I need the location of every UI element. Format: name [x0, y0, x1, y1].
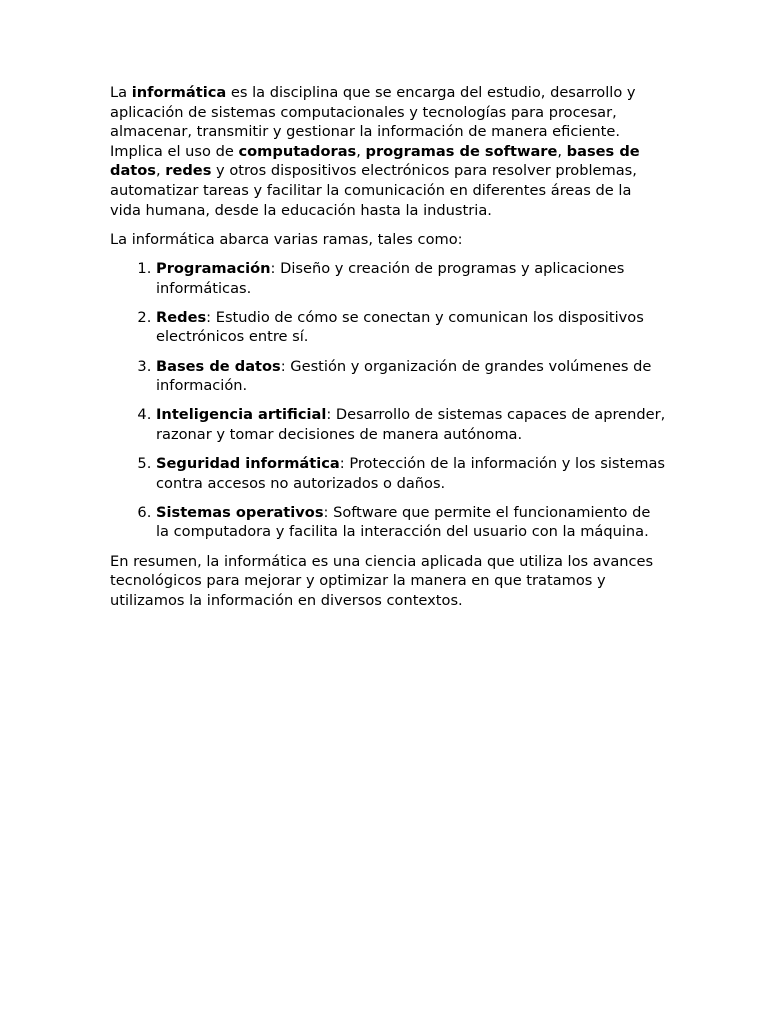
list-item-desc: : Software que permite el funcionamiento de la computadora y facilita la interacción del usuario con la máquina.: [156, 503, 651, 541]
list-item: [156, 454, 666, 493]
list-item-desc: : Protección de la información y los sistemas contra accesos no autorizados o daños.: [156, 455, 666, 492]
intro-text-5: ,: [155, 162, 166, 180]
intro-text-1: La: [110, 84, 132, 101]
branches-intro: La informática abarca varias ramas, tales como:: [110, 230, 463, 248]
intro-bold-informatica: informática: [131, 84, 227, 101]
intro-bold-bases-datos: bases de datos: [110, 142, 640, 180]
list-item: [156, 308, 666, 347]
list-item-term: Sistemas operativos: [156, 503, 324, 521]
list-item: [156, 259, 666, 298]
intro-paragraph: [110, 83, 666, 220]
list-item-term: Seguridad informática: [156, 455, 340, 473]
intro-bold-programas: programas de software: [365, 142, 558, 160]
list-item: [156, 405, 666, 444]
list-item-term: Inteligencia artificial: [156, 406, 327, 424]
list-item-term: Programación: [156, 259, 271, 277]
conclusion-paragraph: En resumen, la informática es una ciencia aplicada que utiliza los avances tecnológicos para mejorar y optimizar la manera en que tratamos y utilizamos la información en diversos contextos.: [110, 552, 654, 609]
list-item: [156, 503, 666, 542]
list-item-desc: : Estudio de cómo se conectan y comunican los dispositivos electrónicos entre sí.: [156, 308, 644, 346]
list-item-desc: : Gestión y organización de grandes volúmenes de información.: [156, 357, 652, 395]
branches-list: [110, 259, 666, 542]
intro-text-4: ,: [557, 142, 567, 160]
list-item: [156, 357, 666, 396]
intro-bold-redes: redes: [165, 162, 212, 180]
intro-text-6: y otros dispositivos electrónicos para resolver problemas, automatizar tareas y facilitar la comunicación en diferentes áreas de la vida humana, desde la educación hasta la industria.: [110, 162, 637, 219]
list-item-term: Redes: [156, 308, 207, 326]
document-page: [110, 83, 666, 620]
intro-bold-computadoras: computadoras: [238, 142, 357, 160]
list-item-desc: : Desarrollo de sistemas capaces de aprender, razonar y tomar decisiones de manera autónoma.: [156, 406, 666, 443]
intro-text-3: ,: [356, 142, 366, 160]
list-item-desc: : Diseño y creación de programas y aplicaciones informáticas.: [156, 259, 625, 297]
list-item-term: Bases de datos: [156, 357, 281, 375]
intro-text-2: es la disciplina que se encarga del estudio, desarrollo y aplicación de sistemas computacionales y tecnologías para procesar, almacenar, transmitir y gestionar la información de manera eficiente. Implica el uso de: [110, 84, 636, 160]
